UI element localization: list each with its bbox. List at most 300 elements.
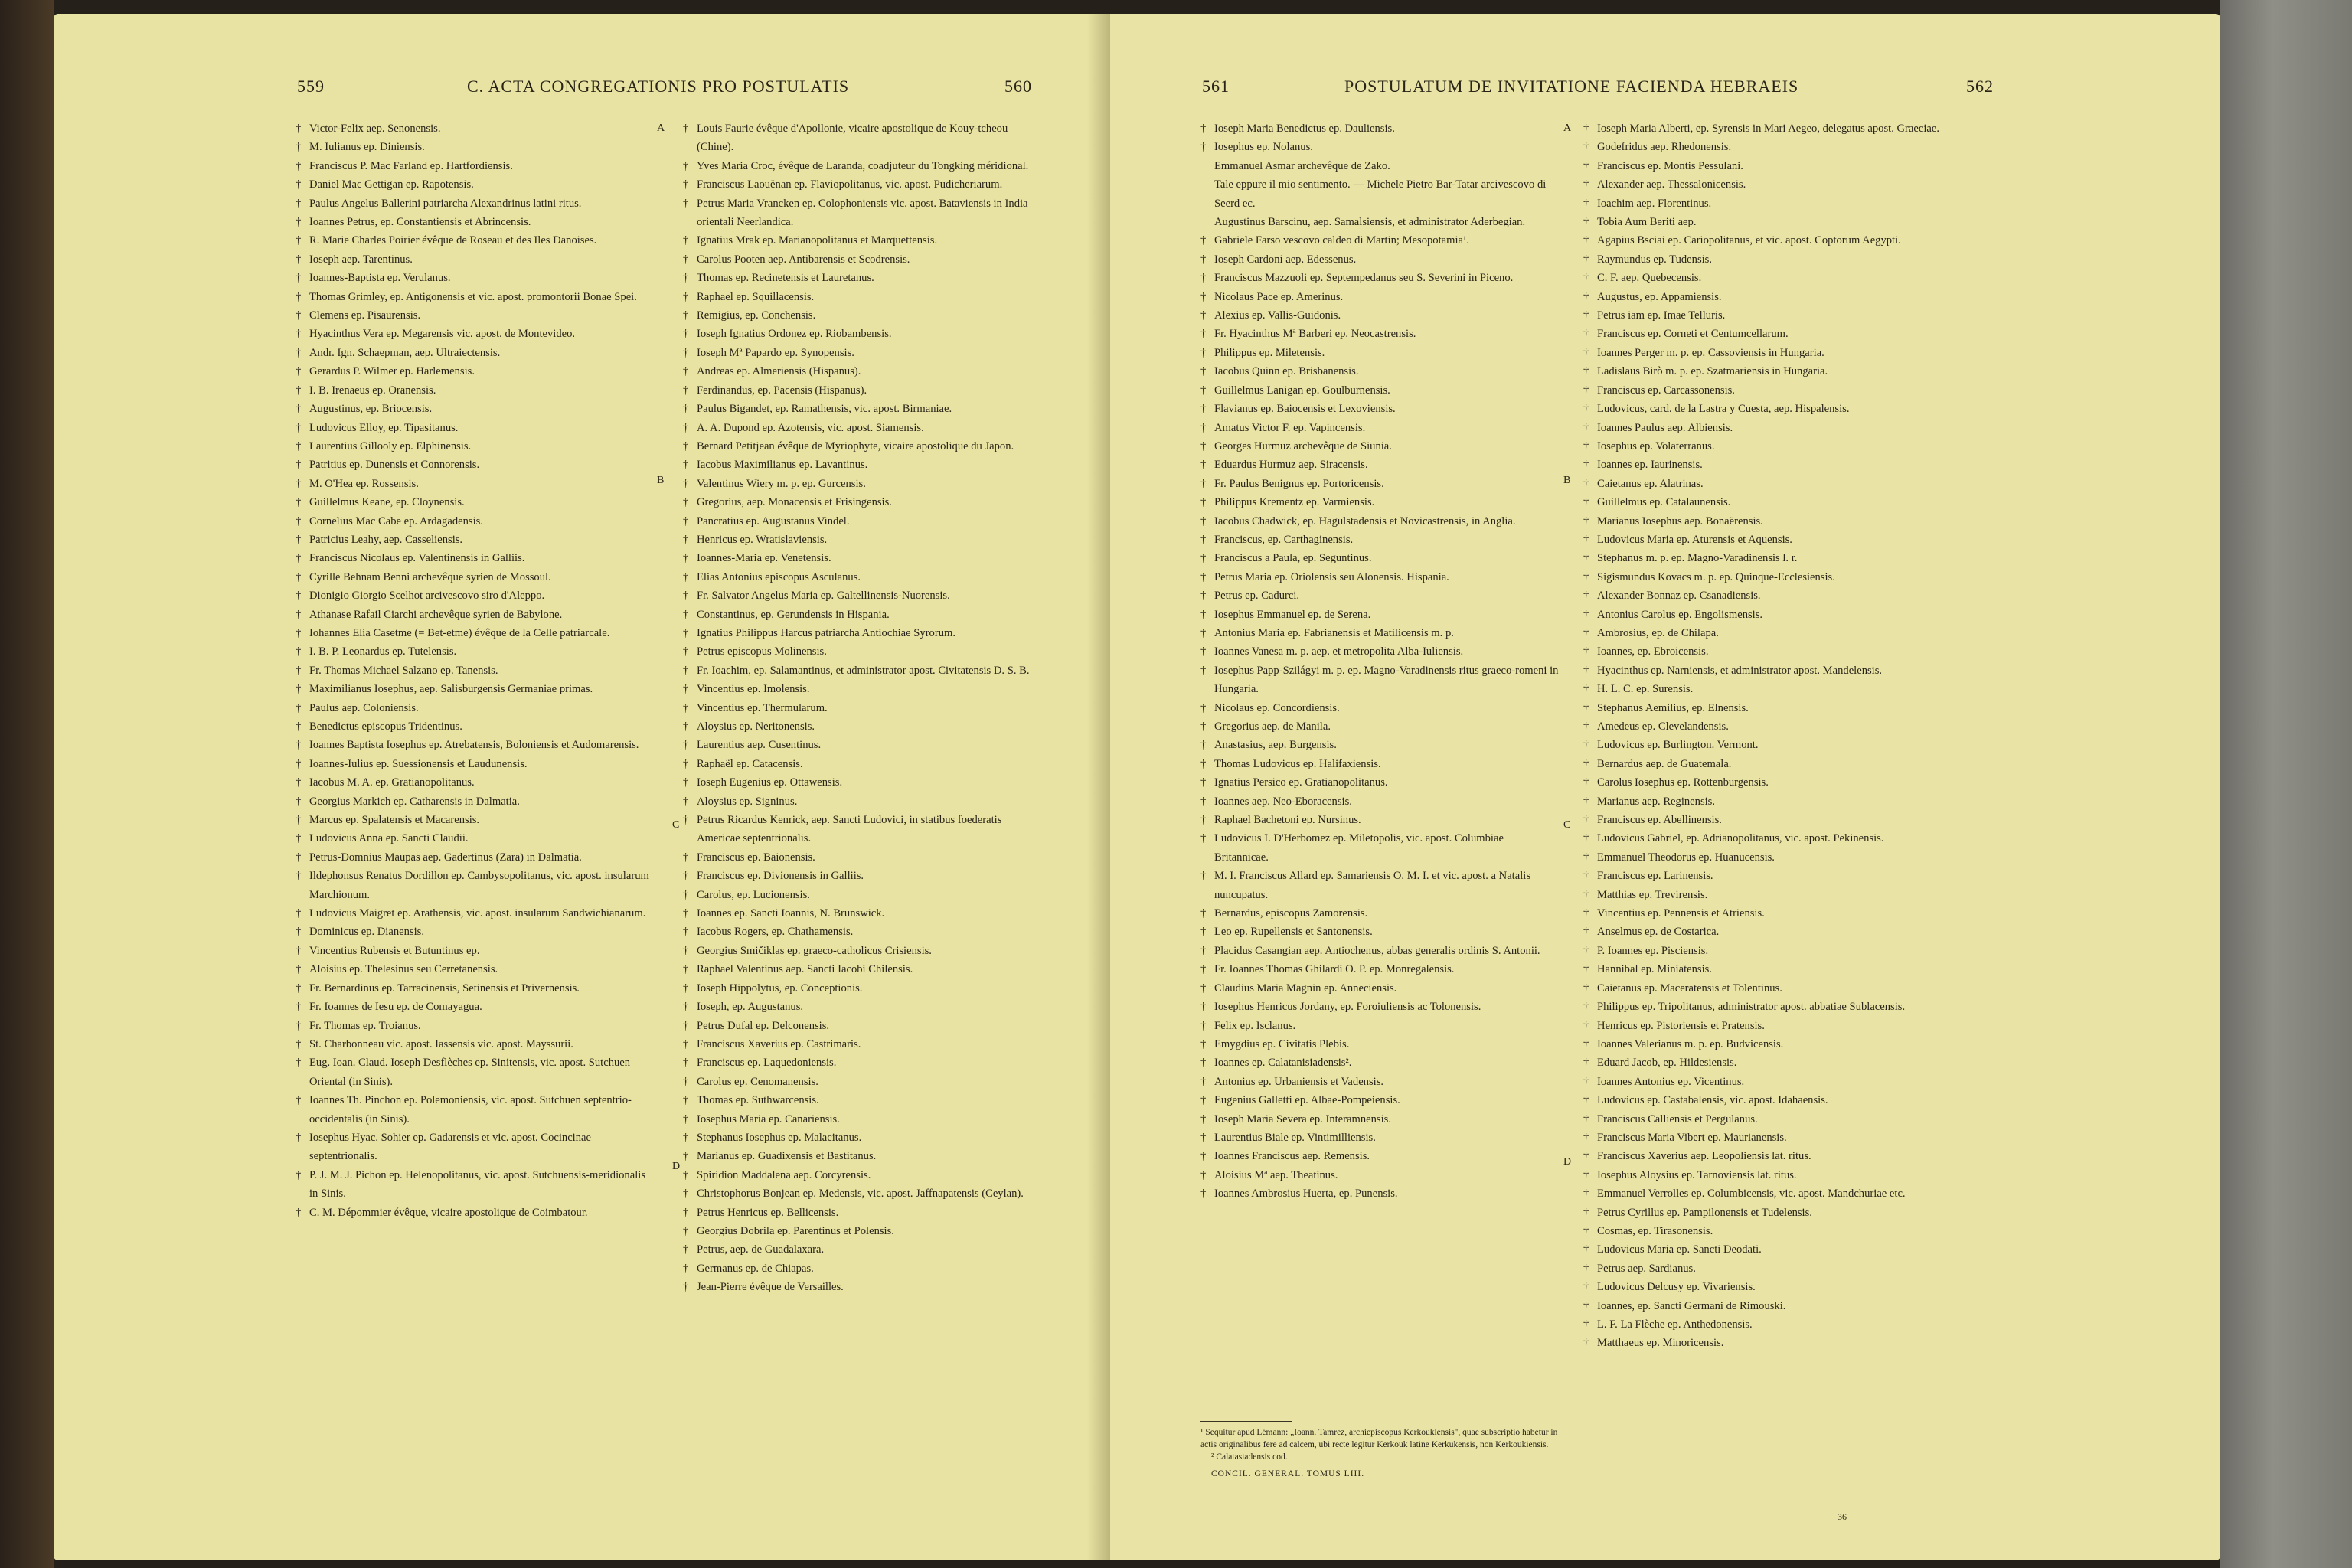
cross-mark: †: [683, 570, 689, 583]
list-item: [1583, 586, 1943, 605]
list-item-text: Raphael Valentinus aep. Sancti Iacobi Chilensis.: [697, 963, 913, 976]
list-item-text: Godefridus aep. Rhedonensis.: [1597, 141, 1732, 154]
list-item-text: Franciscus P. Mac Farland ep. Hartfordiensis.: [309, 159, 513, 172]
list-item-text: C. M. Dépommier évêque, vicaire apostolique de Coimbatour.: [309, 1206, 588, 1219]
list-item: [683, 456, 1043, 474]
cross-mark: †: [296, 832, 302, 845]
list-item: [1583, 119, 1943, 138]
list-item: [1200, 773, 1560, 792]
cross-mark: †: [1583, 1037, 1589, 1050]
list-item-text: Franciscus ep. Corneti et Centumcellarum.: [1597, 328, 1788, 341]
list-item-text: Ludovicus Gabriel, ep. Adrianopolitanus, vic. apost. Pekinensis.: [1597, 832, 1884, 845]
cross-mark: †: [296, 608, 302, 621]
list-item: [1583, 1166, 1943, 1184]
list-item: [1583, 1334, 1943, 1352]
list-item-text: Andr. Ign. Schaepman, aep. Ultraiectensis.: [309, 346, 501, 359]
cross-mark: †: [1583, 907, 1589, 920]
cross-mark: †: [683, 795, 689, 808]
list-item: [683, 1035, 1043, 1054]
cross-mark: †: [1583, 664, 1589, 677]
list-item: [1200, 512, 1560, 531]
cross-mark: †: [296, 570, 302, 583]
right-column-2: [1583, 119, 1943, 1353]
cross-mark: †: [683, 122, 689, 135]
section-letter-b: B: [657, 475, 665, 486]
list-item: [296, 960, 655, 978]
cross-mark: †: [1200, 403, 1207, 416]
list-item-text: Anastasius, aep. Burgensis.: [1214, 739, 1337, 752]
list-item-text: Iacobus Chadwick, ep. Hagulstadensis et Novicastrensis, in Anglia.: [1214, 514, 1516, 528]
list-item-text: Ioseph Maria Severa ep. Interamnensis.: [1214, 1112, 1391, 1125]
list-item-text: L. F. La Flèche ep. Anthedonensis.: [1597, 1318, 1753, 1331]
list-item: [1200, 699, 1560, 717]
list-item-text: Ioannes Valerianus m. p. ep. Budvicensis.: [1597, 1037, 1784, 1050]
list-item: [296, 867, 655, 904]
cross-mark: †: [683, 888, 689, 901]
list-item: [296, 269, 655, 287]
list-item-text: Ioannes ep. Iaurinensis.: [1597, 459, 1703, 472]
cross-mark: †: [296, 870, 302, 883]
list-item: [296, 194, 655, 213]
cross-mark: †: [683, 253, 689, 266]
cross-mark: †: [683, 1206, 689, 1219]
list-item-text: Christophorus Bonjean ep. Medensis, vic. apost. Jaffnapatensis (Ceylan).: [697, 1187, 1024, 1200]
list-item-text: Ioannes Vanesa m. p. aep. et metropolita Alba-Iuliensis.: [1214, 645, 1464, 658]
list-item-text: Carolus, ep. Lucionensis.: [697, 888, 810, 901]
list-item: [1583, 755, 1943, 773]
cross-mark: †: [1583, 570, 1589, 583]
list-item: [1200, 1147, 1560, 1165]
list-item: [683, 437, 1043, 456]
list-item-text: Ioannes Th. Pinchon ep. Polemoniensis, vic. apost. Sutchuen septentrio-occidentalis (in Sinis).: [309, 1094, 632, 1125]
list-item: [1200, 269, 1560, 287]
list-item-text: Ambrosius, ep. de Chilapa.: [1597, 626, 1719, 639]
list-item-text: Franciscus Mazzuoli ep. Septempedanus seu S. Severini in Piceno.: [1214, 272, 1514, 285]
list-item: [1200, 736, 1560, 754]
list-item-text: Agapius Bsciai ep. Cariopolitanus, et vic. apost. Coptorum Aegypti.: [1597, 234, 1901, 247]
list-item: [1583, 680, 1943, 698]
list-item-text: Franciscus Calliensis et Pergulanus.: [1597, 1112, 1758, 1125]
list-item: [1200, 606, 1560, 624]
list-item: [683, 1073, 1043, 1091]
cross-mark: †: [1200, 309, 1207, 322]
list-item-text: Augustinus Barscinu, aep. Samalsiensis, et administrator Aderbegian.: [1214, 216, 1526, 229]
cross-mark: †: [1200, 141, 1207, 154]
signature-mark: 36: [1838, 1511, 1847, 1522]
list-item-text: Nicolaus ep. Concordiensis.: [1214, 701, 1340, 714]
cross-mark: †: [1200, 814, 1207, 827]
cross-mark: †: [296, 477, 302, 490]
list-item: [296, 736, 655, 754]
list-item: [683, 175, 1043, 194]
list-item-text: Eduard Jacob, ep. Hildesiensis.: [1597, 1057, 1737, 1070]
list-item-text: Laurentius aep. Cusentinus.: [697, 739, 822, 752]
list-item: [683, 549, 1043, 567]
list-item: [1200, 288, 1560, 306]
list-item: [1200, 1184, 1560, 1203]
list-item-text: Raphael ep. Squillacensis.: [697, 290, 815, 303]
list-item: [1583, 175, 1943, 194]
list-item: [1200, 624, 1560, 642]
cross-mark: †: [1583, 496, 1589, 509]
footnote-1: ¹ Sequitur apud Lémann: „Ioann. Tamrez, archiepiscopus Kerkoukiensis", quae subscriptio habetur in actis originalibus fere ad calcem, ubi recte legitur Kerkouk latine Kerkukensis, non Kerkoukiensis.: [1200, 1428, 1558, 1449]
list-item-text: Guillelmus Keane, ep. Cloynensis.: [309, 496, 465, 509]
list-item: [683, 1147, 1043, 1165]
cross-mark: †: [296, 552, 302, 565]
list-item: [1583, 1240, 1943, 1259]
list-item: [296, 773, 655, 792]
list-item-text: Matthaeus ep. Minoricensis.: [1597, 1337, 1724, 1350]
list-item-text: Ioannes Antonius ep. Vicentinus.: [1597, 1075, 1745, 1088]
cross-mark: †: [1583, 403, 1589, 416]
section-letter-c-right: C: [1563, 819, 1571, 831]
section-letter-a-right: A: [1563, 122, 1572, 134]
cross-mark: †: [1583, 1337, 1589, 1350]
list-item: [1200, 362, 1560, 381]
list-item-text: Bernardus aep. de Guatemala.: [1597, 757, 1732, 770]
list-item: [296, 829, 655, 848]
list-item: [296, 1204, 655, 1222]
list-item-text: Ioannes-Iulius ep. Suessionensis et Laudunensis.: [309, 757, 528, 770]
list-item-text: Fr. Thomas Michael Salzano ep. Tanensis.: [309, 664, 498, 677]
list-item: [683, 475, 1043, 493]
list-item-text: Paulus Angelus Ballerini patriarcha Alexandrinus latini ritus.: [309, 197, 582, 210]
cross-mark: †: [1200, 459, 1207, 472]
cross-mark: †: [1583, 234, 1589, 247]
cross-mark: †: [1583, 1057, 1589, 1070]
cross-mark: †: [296, 683, 302, 696]
list-item: [1200, 231, 1560, 250]
cross-mark: †: [1583, 328, 1589, 341]
list-item: [1583, 829, 1943, 848]
cross-mark: †: [296, 626, 302, 639]
list-item-text: Raphael Bachetoni ep. Nursinus.: [1214, 814, 1361, 827]
list-item-text: Ioannes-Baptista ep. Verulanus.: [309, 272, 451, 285]
cross-mark: †: [296, 159, 302, 172]
cross-mark: †: [683, 439, 689, 452]
cross-mark: †: [296, 496, 302, 509]
cross-mark: †: [683, 159, 689, 172]
list-item: [1583, 288, 1943, 306]
cross-mark: †: [1200, 290, 1207, 303]
list-item-text: Gerardus P. Wilmer ep. Harlemensis.: [309, 365, 475, 378]
list-item: [1200, 998, 1560, 1016]
cross-mark: †: [683, 1094, 689, 1107]
cross-mark: †: [683, 290, 689, 303]
cross-mark: †: [1583, 608, 1589, 621]
list-item: [1583, 1315, 1943, 1334]
cross-mark: †: [683, 477, 689, 490]
cross-mark: †: [683, 590, 689, 603]
page-number-560: 560: [1004, 77, 1032, 96]
list-item: [683, 119, 1043, 157]
list-item-text: Victor-Felix aep. Senonensis.: [309, 122, 441, 135]
cross-mark: †: [1583, 384, 1589, 397]
list-item-text: Ioannes Franciscus aep. Remensis.: [1214, 1150, 1370, 1163]
list-item: [683, 699, 1043, 717]
list-item-text: Fr. Hyacinthus Mª Barberi ep. Neocastrensis.: [1214, 328, 1416, 341]
list-item: [1583, 512, 1943, 531]
list-item-text: I. B. P. Leonardus ep. Tutelensis.: [309, 645, 457, 658]
list-item: [1200, 213, 1560, 231]
cross-mark: †: [1200, 1037, 1207, 1050]
cross-mark: †: [683, 814, 689, 827]
list-item-text: Tobia Aum Beriti aep.: [1597, 216, 1697, 229]
list-item-text: Ludovicus Maigret ep. Arathensis, vic. apost. insularum Sandwichianarum.: [309, 907, 646, 920]
list-item: [683, 942, 1043, 960]
list-item-text: Remigius, ep. Conchensis.: [697, 309, 816, 322]
list-item-text: Sigismundus Kovacs m. p. ep. Quinque-Ecclesiensis.: [1597, 570, 1835, 583]
list-item-text: Iacobus Rogers, ep. Chathamensis.: [697, 926, 854, 939]
list-item: [1583, 998, 1943, 1016]
list-item: [1200, 642, 1560, 661]
list-item-text: Valentinus Wiery m. p. ep. Gurcensis.: [697, 477, 866, 490]
cross-mark: †: [1200, 1057, 1207, 1070]
cross-mark: †: [1200, 963, 1207, 976]
list-item: [683, 1110, 1043, 1129]
cross-mark: †: [683, 309, 689, 322]
cross-mark: †: [296, 814, 302, 827]
list-item-text: Ludovicus ep. Castabalensis, vic. apost. Idahaensis.: [1597, 1094, 1828, 1107]
cross-mark: †: [683, 552, 689, 565]
list-item-text: Placidus Casangian aep. Antiochenus, abbas generalis ordinis S. Antonii.: [1214, 944, 1540, 957]
cross-mark: †: [1200, 795, 1207, 808]
list-item-text: Augustus, ep. Appamiensis.: [1597, 290, 1722, 303]
list-item: [1583, 157, 1943, 175]
cross-mark: †: [683, 926, 689, 939]
list-item-text: Caietanus ep. Maceratensis et Tolentinus.: [1597, 982, 1782, 995]
list-item-text: Alexander aep. Thessalonicensis.: [1597, 178, 1746, 191]
list-item: [1200, 437, 1560, 456]
list-item-text: Antonius Maria ep. Fabrianensis et Matilicensis m. p.: [1214, 626, 1454, 639]
cross-mark: †: [1200, 776, 1207, 789]
cross-mark: †: [1583, 1019, 1589, 1032]
cross-mark: †: [296, 346, 302, 359]
list-item-text: Ludovicus Delcusy ep. Vivariensis.: [1597, 1281, 1756, 1294]
list-item-text: Ioannes aep. Neo-Eboracensis.: [1214, 795, 1352, 808]
cross-mark: †: [1583, 159, 1589, 172]
cross-mark: †: [296, 459, 302, 472]
cross-mark: †: [296, 439, 302, 452]
list-item: [683, 755, 1043, 773]
list-item-text: Ildephonsus Renatus Dordillon ep. Cambysopolitanus, vic. apost. insularum Marchionum.: [309, 870, 649, 901]
page-number-562: 562: [1966, 77, 1994, 96]
cross-mark: †: [1200, 552, 1207, 565]
list-item-text: Franciscus ep. Larinensis.: [1597, 870, 1713, 883]
list-item: [296, 493, 655, 511]
cross-mark: †: [296, 1206, 302, 1219]
cross-mark: †: [296, 645, 302, 658]
list-item-text: Henricus ep. Pistoriensis et Pratensis.: [1597, 1019, 1765, 1032]
list-item-text: Gregorius, aep. Monacensis et Frisingensis.: [697, 496, 892, 509]
cross-mark: †: [1200, 514, 1207, 528]
cross-mark: †: [1200, 982, 1207, 995]
list-item: [683, 680, 1043, 698]
cross-mark: †: [683, 1075, 689, 1088]
cross-mark: †: [683, 757, 689, 770]
list-item: [296, 456, 655, 474]
list-item: [296, 998, 655, 1016]
cross-mark: †: [683, 272, 689, 285]
list-item: [1583, 773, 1943, 792]
list-item: [296, 1129, 655, 1166]
list-item-text: Hyacinthus Vera ep. Megarensis vic. apost. de Montevideo.: [309, 328, 576, 341]
list-item: [1200, 904, 1560, 923]
cross-mark: †: [1200, 328, 1207, 341]
cross-mark: †: [1583, 590, 1589, 603]
list-item: [1583, 325, 1943, 343]
cross-mark: †: [1583, 795, 1589, 808]
list-item: [683, 269, 1043, 287]
section-letter-c: C: [672, 819, 680, 831]
cross-mark: †: [683, 1224, 689, 1237]
list-item-text: Iohannes Elia Casetme (= Bet-etme) évêque de la Celle patriarcale.: [309, 626, 610, 639]
list-item: [1200, 456, 1560, 474]
list-item: [683, 157, 1043, 175]
list-item: [1200, 979, 1560, 998]
list-item-text: P. J. M. J. Pichon ep. Helenopolitanus, vic. apost. Sutchuensis-meridionalis in Sinis.: [309, 1168, 645, 1200]
list-item-text: Carolus Iosephus ep. Rottenburgensis.: [1597, 776, 1769, 789]
list-item-text: Fr. Bernardinus ep. Tarracinensis, Setinensis et Privernensis.: [309, 982, 580, 995]
cross-mark: †: [296, 982, 302, 995]
list-item-text: Augustinus, ep. Briocensis.: [309, 403, 433, 416]
list-item-text: Germanus ep. de Chiapas.: [697, 1262, 814, 1275]
list-item-text: Vincentius ep. Imolensis.: [697, 683, 810, 696]
cross-mark: †: [1200, 739, 1207, 752]
list-item-text: Philippus Krementz ep. Varmiensis.: [1214, 496, 1375, 509]
cross-mark: †: [683, 608, 689, 621]
list-item: [683, 419, 1043, 437]
list-item: [683, 867, 1043, 885]
cross-mark: †: [1200, 253, 1207, 266]
list-item: [1583, 194, 1943, 213]
cross-mark: †: [1583, 1262, 1589, 1275]
list-item: [1583, 1054, 1943, 1072]
cross-mark: †: [683, 1281, 689, 1294]
list-item: [1583, 904, 1943, 923]
cross-mark: †: [296, 272, 302, 285]
list-item: [1583, 138, 1943, 156]
list-item-text: Iosephus ep. Nolanus.: [1214, 141, 1313, 154]
list-item-text: Caietanus ep. Alatrinas.: [1597, 477, 1704, 490]
list-item: [296, 568, 655, 586]
list-item: [683, 717, 1043, 736]
right-page: [1110, 14, 2220, 1560]
cross-mark: †: [1583, 1001, 1589, 1014]
cross-mark: †: [683, 1262, 689, 1275]
list-item: [683, 362, 1043, 381]
list-item-text: Leo ep. Rupellensis et Santonensis.: [1214, 926, 1373, 939]
list-item: [296, 231, 655, 250]
list-item-text: Guillelmus ep. Catalaunensis.: [1597, 496, 1731, 509]
list-item-text: Anselmus ep. de Costarica.: [1597, 926, 1720, 939]
list-item-text: Georges Hurmuz archevêque de Siunia.: [1214, 439, 1392, 452]
list-item-text: Thomas Grimley, ep. Antigonensis et vic. apost. promontorii Bonae Spei.: [309, 290, 637, 303]
list-item: [1583, 1091, 1943, 1109]
cross-mark: †: [683, 1037, 689, 1050]
list-item: [296, 306, 655, 325]
list-item: [1583, 979, 1943, 998]
list-item-text: Thomas Ludovicus ep. Halifaxiensis.: [1214, 757, 1381, 770]
cross-mark: †: [296, 421, 302, 434]
list-item-text: Vincentius ep. Thermularum.: [697, 701, 828, 714]
list-item: [296, 400, 655, 418]
list-item: [683, 1278, 1043, 1296]
list-item-text: Petrus episcopus Molinensis.: [697, 645, 827, 658]
list-item: [1583, 1073, 1943, 1091]
cross-mark: †: [1583, 141, 1589, 154]
list-item: [1583, 1222, 1943, 1240]
list-item: [683, 325, 1043, 343]
cross-mark: †: [1583, 272, 1589, 285]
cross-mark: †: [296, 739, 302, 752]
list-item: [1200, 1110, 1560, 1129]
list-item-text: Ioachim aep. Florentinus.: [1597, 197, 1712, 210]
list-item-text: Fr. Thomas ep. Troianus.: [309, 1019, 421, 1032]
list-item-text: Laurentius Gillooly ep. Elphinensis.: [309, 439, 472, 452]
cross-mark: †: [296, 795, 302, 808]
list-item: [1200, 1166, 1560, 1184]
cross-mark: †: [1583, 1150, 1589, 1163]
list-item: [296, 755, 655, 773]
list-item: [296, 680, 655, 698]
list-item-text: Ioannes Baptista Iosephus ep. Atrebatensis, Boloniensis et Audomarensis.: [309, 739, 639, 752]
list-item-text: Iacobus Maximilianus ep. Lavantinus.: [697, 459, 868, 472]
list-item: [1200, 717, 1560, 736]
cross-mark: †: [1200, 1168, 1207, 1181]
footer-volume-label: CONCIL. GENERAL. TOMUS LIII.: [1211, 1469, 1365, 1478]
list-item-text: C. F. aep. Quebecensis.: [1597, 272, 1702, 285]
list-item: [1200, 1035, 1560, 1054]
cross-mark: †: [1200, 626, 1207, 639]
cross-mark: †: [683, 421, 689, 434]
list-item-text: Franciscus, ep. Carthaginensis.: [1214, 533, 1354, 546]
cross-mark: †: [1583, 982, 1589, 995]
cross-mark: †: [1583, 309, 1589, 322]
list-item-text: Flavianus ep. Baiocensis et Lexoviensis.: [1214, 403, 1396, 416]
list-item: [1583, 1204, 1943, 1222]
list-item: [1583, 886, 1943, 904]
list-item-text: Amedeus ep. Clevelandensis.: [1597, 720, 1729, 733]
list-item-text: Petrus aep. Sardianus.: [1597, 1262, 1696, 1275]
list-item-text: Cyrille Behnam Benni archevêque syrien de Mossoul.: [309, 570, 551, 583]
cross-mark: †: [1583, 1243, 1589, 1256]
list-item-text: Ioseph aep. Tarentinus.: [309, 253, 413, 266]
list-item-text: Eug. Ioan. Claud. Ioseph Desflèches ep. Sinitensis, vic. apost. Sutchuen Oriental (in Sinis).: [309, 1057, 631, 1088]
list-item: [296, 942, 655, 960]
list-item: [1583, 811, 1943, 829]
cross-mark: †: [1583, 814, 1589, 827]
list-item: [683, 923, 1043, 941]
list-item-text: Ioannes-Maria ep. Venetensis.: [697, 552, 831, 565]
list-item: [296, 792, 655, 811]
list-item-text: Daniel Mac Gettigan ep. Rapotensis.: [309, 178, 474, 191]
cross-mark: †: [683, 1243, 689, 1256]
cross-mark: †: [296, 1019, 302, 1032]
list-item-text: Elias Antonius episcopus Asculanus.: [697, 570, 861, 583]
list-item: [296, 923, 655, 941]
list-item-text: Emmanuel Theodorus ep. Huanucensis.: [1597, 851, 1775, 864]
list-item-text: Ioannes Petrus, ep. Constantiensis et Abrincensis.: [309, 216, 531, 229]
list-item: [296, 119, 655, 138]
list-item: [1583, 867, 1943, 885]
list-item: [1200, 531, 1560, 549]
list-item-text: Alexander Bonnaz ep. Csanadiensis.: [1597, 590, 1761, 603]
list-item-text: Marcus ep. Spalatensis et Macarensis.: [309, 814, 480, 827]
list-item-text: Bernard Petitjean évêque de Myriophyte, vicaire apostolique du Japon.: [697, 439, 1014, 452]
list-item: [296, 979, 655, 998]
list-item-text: Petrus Maria Vrancken ep. Colophoniensis vic. apost. Bataviensis in India orientali Neerlandica.: [697, 197, 1028, 229]
